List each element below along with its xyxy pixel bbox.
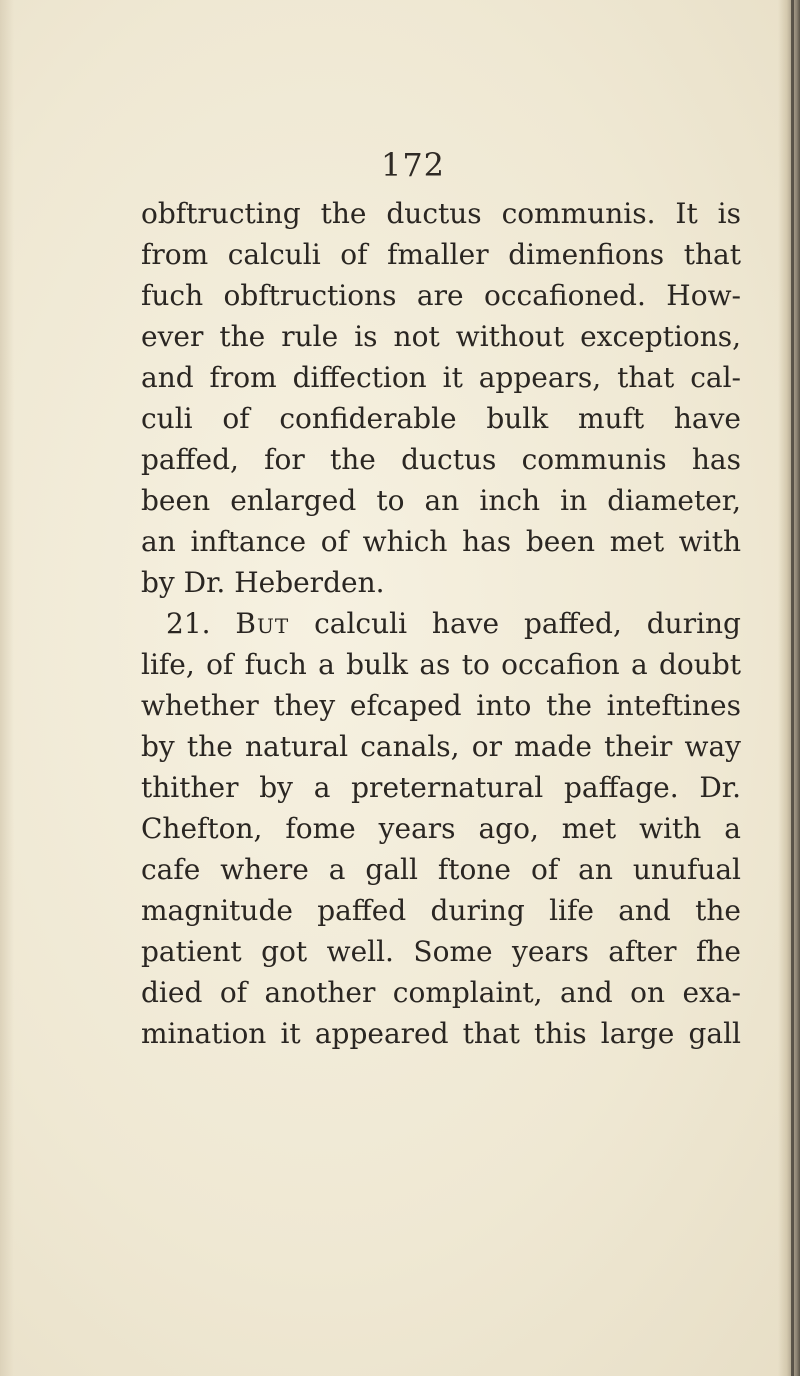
text-line-13: whether they efcaped into the inteftines: [141, 689, 741, 722]
text-line-3: fuch obftructions are occafioned. How-: [141, 279, 741, 312]
text-line-18: magnitude paffed during life and the: [141, 894, 741, 927]
page-edge-line: [791, 0, 794, 1376]
text-line-16: Chefton, fome years ago, met with a: [141, 812, 741, 845]
text-line-20: died of another complaint, and on exa-: [141, 976, 741, 1009]
body-text: [141, 193, 741, 1054]
paragraph-21-first-line: [141, 603, 741, 644]
text-line-17: cafe where a gall ftone of an unufual: [141, 853, 741, 886]
text-line-8: been enlarged to an inch in diameter,: [141, 484, 741, 517]
page-number: 172: [380, 146, 446, 184]
paragraph-first-line-text: calculi have paffed, during: [314, 607, 741, 640]
text-line-2: from calculi of fmaller dimenfions that: [141, 238, 741, 271]
text-line-15: thither by a preternatural paffage. Dr.: [141, 771, 741, 804]
text-line-7: paffed, for the ductus communis has: [141, 443, 741, 476]
text-line-5: and from diffection it appears, that cal-: [141, 361, 741, 394]
text-line-10: by Dr. Heberden.: [141, 566, 385, 599]
text-line-6: culi of confiderable bulk muft have: [141, 402, 741, 435]
page-gutter-shadow: [0, 0, 14, 1376]
text-line-21: mination it appeared that this large gall: [141, 1017, 741, 1050]
text-line-14: by the natural canals, or made their way: [141, 730, 741, 763]
text-line-1: obftructing the ductus communis. It is: [141, 197, 741, 230]
text-line-19: patient got well. Some years after fhe: [141, 935, 741, 968]
page-edge-shadow: [778, 0, 800, 1376]
text-line-4: ever the rule is not without exceptions,: [141, 320, 741, 353]
text-line-9: an inftance of which has been met with: [141, 525, 741, 558]
paragraph-number: 21.: [166, 607, 211, 640]
paragraph-lead-word: But: [235, 607, 290, 640]
text-line-12: life, of fuch a bulk as to occafion a doubt: [141, 648, 741, 681]
